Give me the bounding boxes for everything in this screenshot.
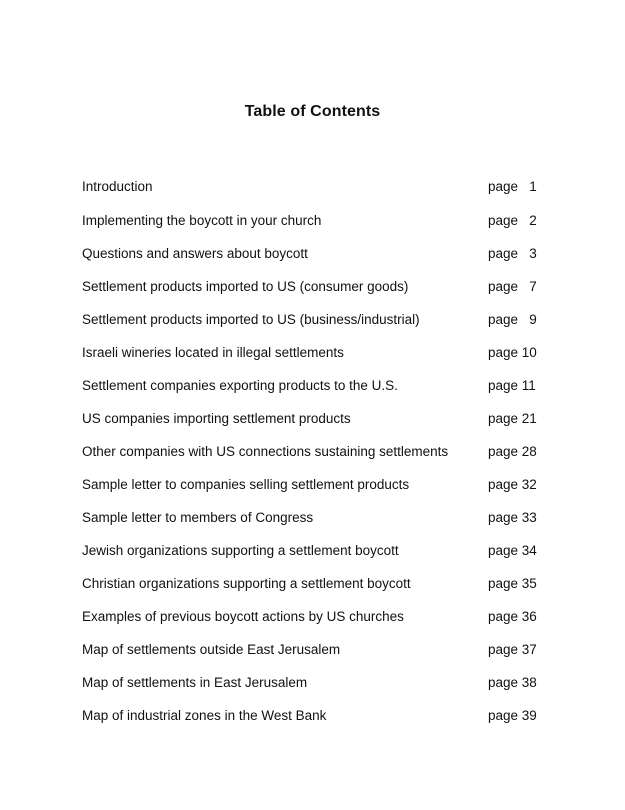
- toc-entry: [82, 475, 544, 508]
- toc-entry: [82, 211, 544, 244]
- toc-entry-page: page 11: [488, 378, 536, 393]
- toc-entry-page: page 32: [488, 477, 537, 492]
- toc-entry-title: Map of settlements outside East Jerusalem: [82, 642, 341, 657]
- toc-entry-page: page 39: [488, 708, 537, 723]
- toc-entry-title: US companies importing settlement products: [82, 411, 351, 426]
- toc-entry-title: Map of industrial zones in the West Bank: [82, 708, 327, 723]
- toc-entry-page: page 3: [488, 246, 537, 261]
- toc-entry: [82, 343, 544, 376]
- toc-entry: [82, 244, 544, 277]
- toc-entry-page: page 34: [488, 543, 537, 558]
- toc-entry-page: page 36: [488, 609, 537, 624]
- toc-entry: [82, 607, 544, 640]
- toc-entry: [82, 310, 544, 343]
- toc-entry-title: Israeli wineries located in illegal settlements: [82, 345, 344, 360]
- toc-entry: [82, 442, 544, 475]
- toc-entry-title: Jewish organizations supporting a settlement boycott: [82, 543, 399, 558]
- toc-entry-title: Settlement products imported to US (business/industrial): [82, 312, 420, 327]
- toc-entry: [82, 177, 544, 211]
- toc-entry: [82, 673, 544, 706]
- toc-entry-title: Examples of previous boycott actions by US churches: [82, 609, 404, 624]
- toc-entry-page: page 37: [488, 642, 537, 657]
- toc-entry-page: page 10: [488, 345, 537, 360]
- toc-entry-title: Questions and answers about boycott: [82, 246, 308, 261]
- toc-entry-page: page 9: [488, 312, 537, 327]
- toc-entry-title: Map of settlements in East Jerusalem: [82, 675, 308, 690]
- toc-entry: [82, 574, 544, 607]
- toc-entry: [82, 508, 544, 541]
- toc-entry-page: page 35: [488, 576, 537, 591]
- toc-entry-title: Settlement companies exporting products to the U.S.: [82, 378, 398, 393]
- toc-entry-title: Sample letter to members of Congress: [82, 510, 314, 525]
- page-title: Table of Contents: [244, 103, 381, 120]
- toc-entry-title: Implementing the boycott in your church: [82, 213, 322, 228]
- toc-entry: [82, 277, 544, 310]
- toc-entry-title: Introduction: [82, 179, 153, 194]
- toc-entry: [82, 640, 544, 673]
- toc-entry: [82, 706, 544, 739]
- toc-entry: [82, 541, 544, 574]
- toc-entry-page: page 33: [488, 510, 537, 525]
- toc-entry-page: page 1: [488, 179, 537, 194]
- table-of-contents: [82, 177, 544, 739]
- toc-entry-title: Sample letter to companies selling settlement products: [82, 477, 410, 492]
- toc-entry-title: Christian organizations supporting a settlement boycott: [82, 576, 411, 591]
- toc-entry-page: page 28: [488, 444, 537, 459]
- toc-entry-title: Settlement products imported to US (consumer goods): [82, 279, 409, 294]
- toc-entry-page: page 21: [488, 411, 537, 426]
- toc-entry-title: Other companies with US connections sustaining settlements: [82, 444, 449, 459]
- toc-entry-page: page 7: [488, 279, 537, 294]
- toc-entry-page: page 38: [488, 675, 537, 690]
- toc-entry-page: page 2: [488, 213, 537, 228]
- toc-entry: [82, 376, 544, 409]
- toc-entry: [82, 409, 544, 442]
